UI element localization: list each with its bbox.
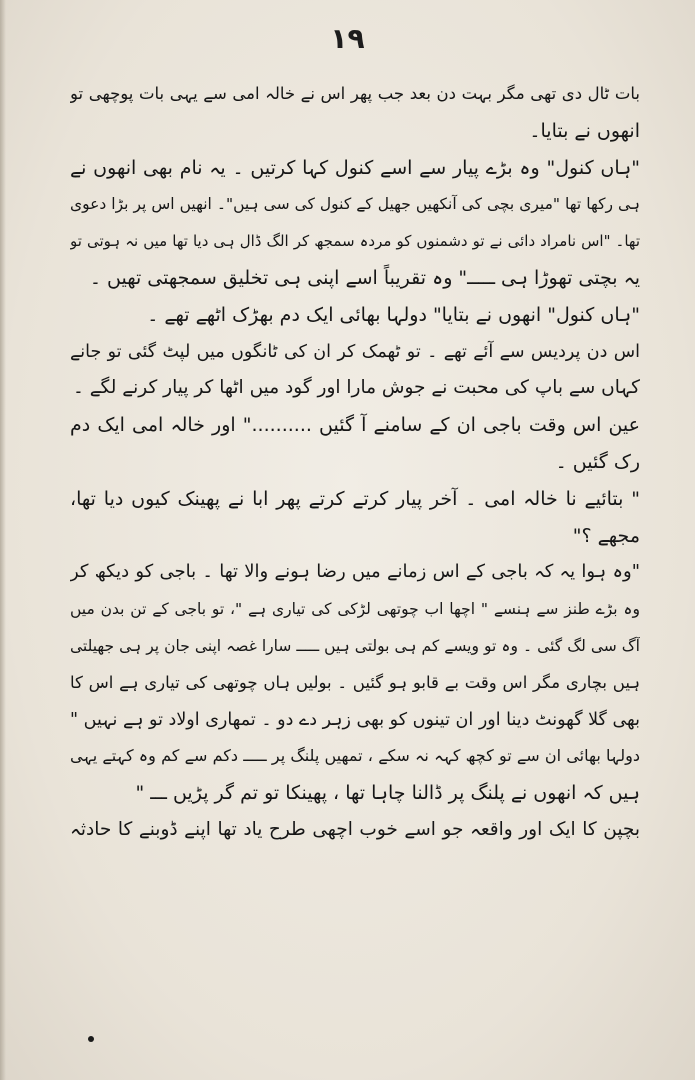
page-spine-shadow: [0, 0, 6, 1080]
text-line: کہاں سے باپ کی محبت نے جوش مارا اور گود میں اٹھا کر پیار کرنے لگے ۔: [72, 377, 640, 399]
page-mark-dot: [88, 1036, 94, 1042]
text-line: دولہا بھائی ان سے تو کچھ کہہ نہ سکے ، تمھیں پلنگ پر ـــــ دکم سے کم وہ کہتے یہی: [70, 746, 640, 766]
text-line: بچپن کا ایک اور واقعہ جو اسے خوب اچھی طرح یاد تھا اپنے ڈوبنے کا حادثہ: [70, 818, 640, 840]
text-line: ہیں کہ انھوں نے پلنگ پر ڈالنا چاہا تھا ، پھینکا تو تم گر پڑیں ـــ ": [135, 782, 640, 805]
body-text: [70, 76, 640, 849]
text-line: بھی گلا گھونٹ دینا اور ان تینوں کو بھی زہر دے دو ۔ تمھاری اولاد تو ہے نہیں ": [70, 709, 640, 730]
text-line: اس دن پردیس سے آئے تھے ۔ تو ٹھمک کر ان کی ٹانگوں میں لپٹ گئی تو جانے: [70, 341, 640, 362]
text-line: انھوں نے بتایا۔: [529, 119, 640, 142]
text-line: ہیں بچاری مگر اس وقت بے قابو ہو گئیں ۔ بولیں ہاں چوتھی کی تیاری ہے اس کا: [70, 672, 640, 692]
text-line: " بتائیے نا خالہ امی ۔ آخر پیار کرتے کرتے پھر ابا نے پھینک کیوں دیا تھا،: [70, 487, 640, 510]
page-number: ۱۹: [330, 22, 365, 55]
text-line: بات ٹال دی تھی مگر بہت دن بعد جب پھر اس نے خالہ امی سے یہی بات پوچھی تو: [70, 84, 640, 103]
text-line: "وہ ہوا یہ کہ باجی کے اس زمانے میں رضا ہونے والا تھا ۔ باجی کو دیکھ کر: [70, 561, 640, 583]
text-line: تھا۔ "اس نامراد دائی نے تو دشمنوں کو مردہ سمجھ کر الگ ڈال ہی دیا تھا میں نہ ہوتی تو: [70, 232, 640, 251]
text-line: عین اس وقت باجی ان کے سامنے آ گئیں .........." اور خالہ امی ایک دم: [70, 414, 640, 437]
text-line: آگ سی لگ گئی ۔ وہ تو ویسے کم ہی بولتی ہیں ـــــ سارا غصہ اپنی جان پر ہی جھیلتی: [70, 636, 640, 655]
text-line: "ہاں کنول" وہ بڑے پیار سے اسے کنول کہا کرتیں ۔ یہ نام بھی انھوں نے: [70, 156, 640, 179]
text-line: "ہاں کنول" انھوں نے بتایا" دولہا بھائی ایک دم بھڑک اٹھے تھے ۔: [147, 303, 640, 326]
text-line: مجھے ؟": [572, 524, 640, 547]
text-line: ہی رکھا تھا "میری بچی کی آنکھیں جھیل کے کنول کی سی ہیں"۔ انھیں اس پر بڑا دعوی: [70, 195, 640, 214]
text-line: رک گئیں ۔: [555, 450, 640, 473]
text-line: وہ بڑے طنز سے ہنسے " اچھا اب چوتھی لڑکی کی تیاری ہے "، تو باجی کے تن بدن میں: [70, 600, 640, 619]
text-line: یہ بچتی تھوڑا ہی ـــــ" وہ تقریباً اسے اپنی ہی تخلیق سمجھتی تھیں ۔: [89, 266, 640, 289]
